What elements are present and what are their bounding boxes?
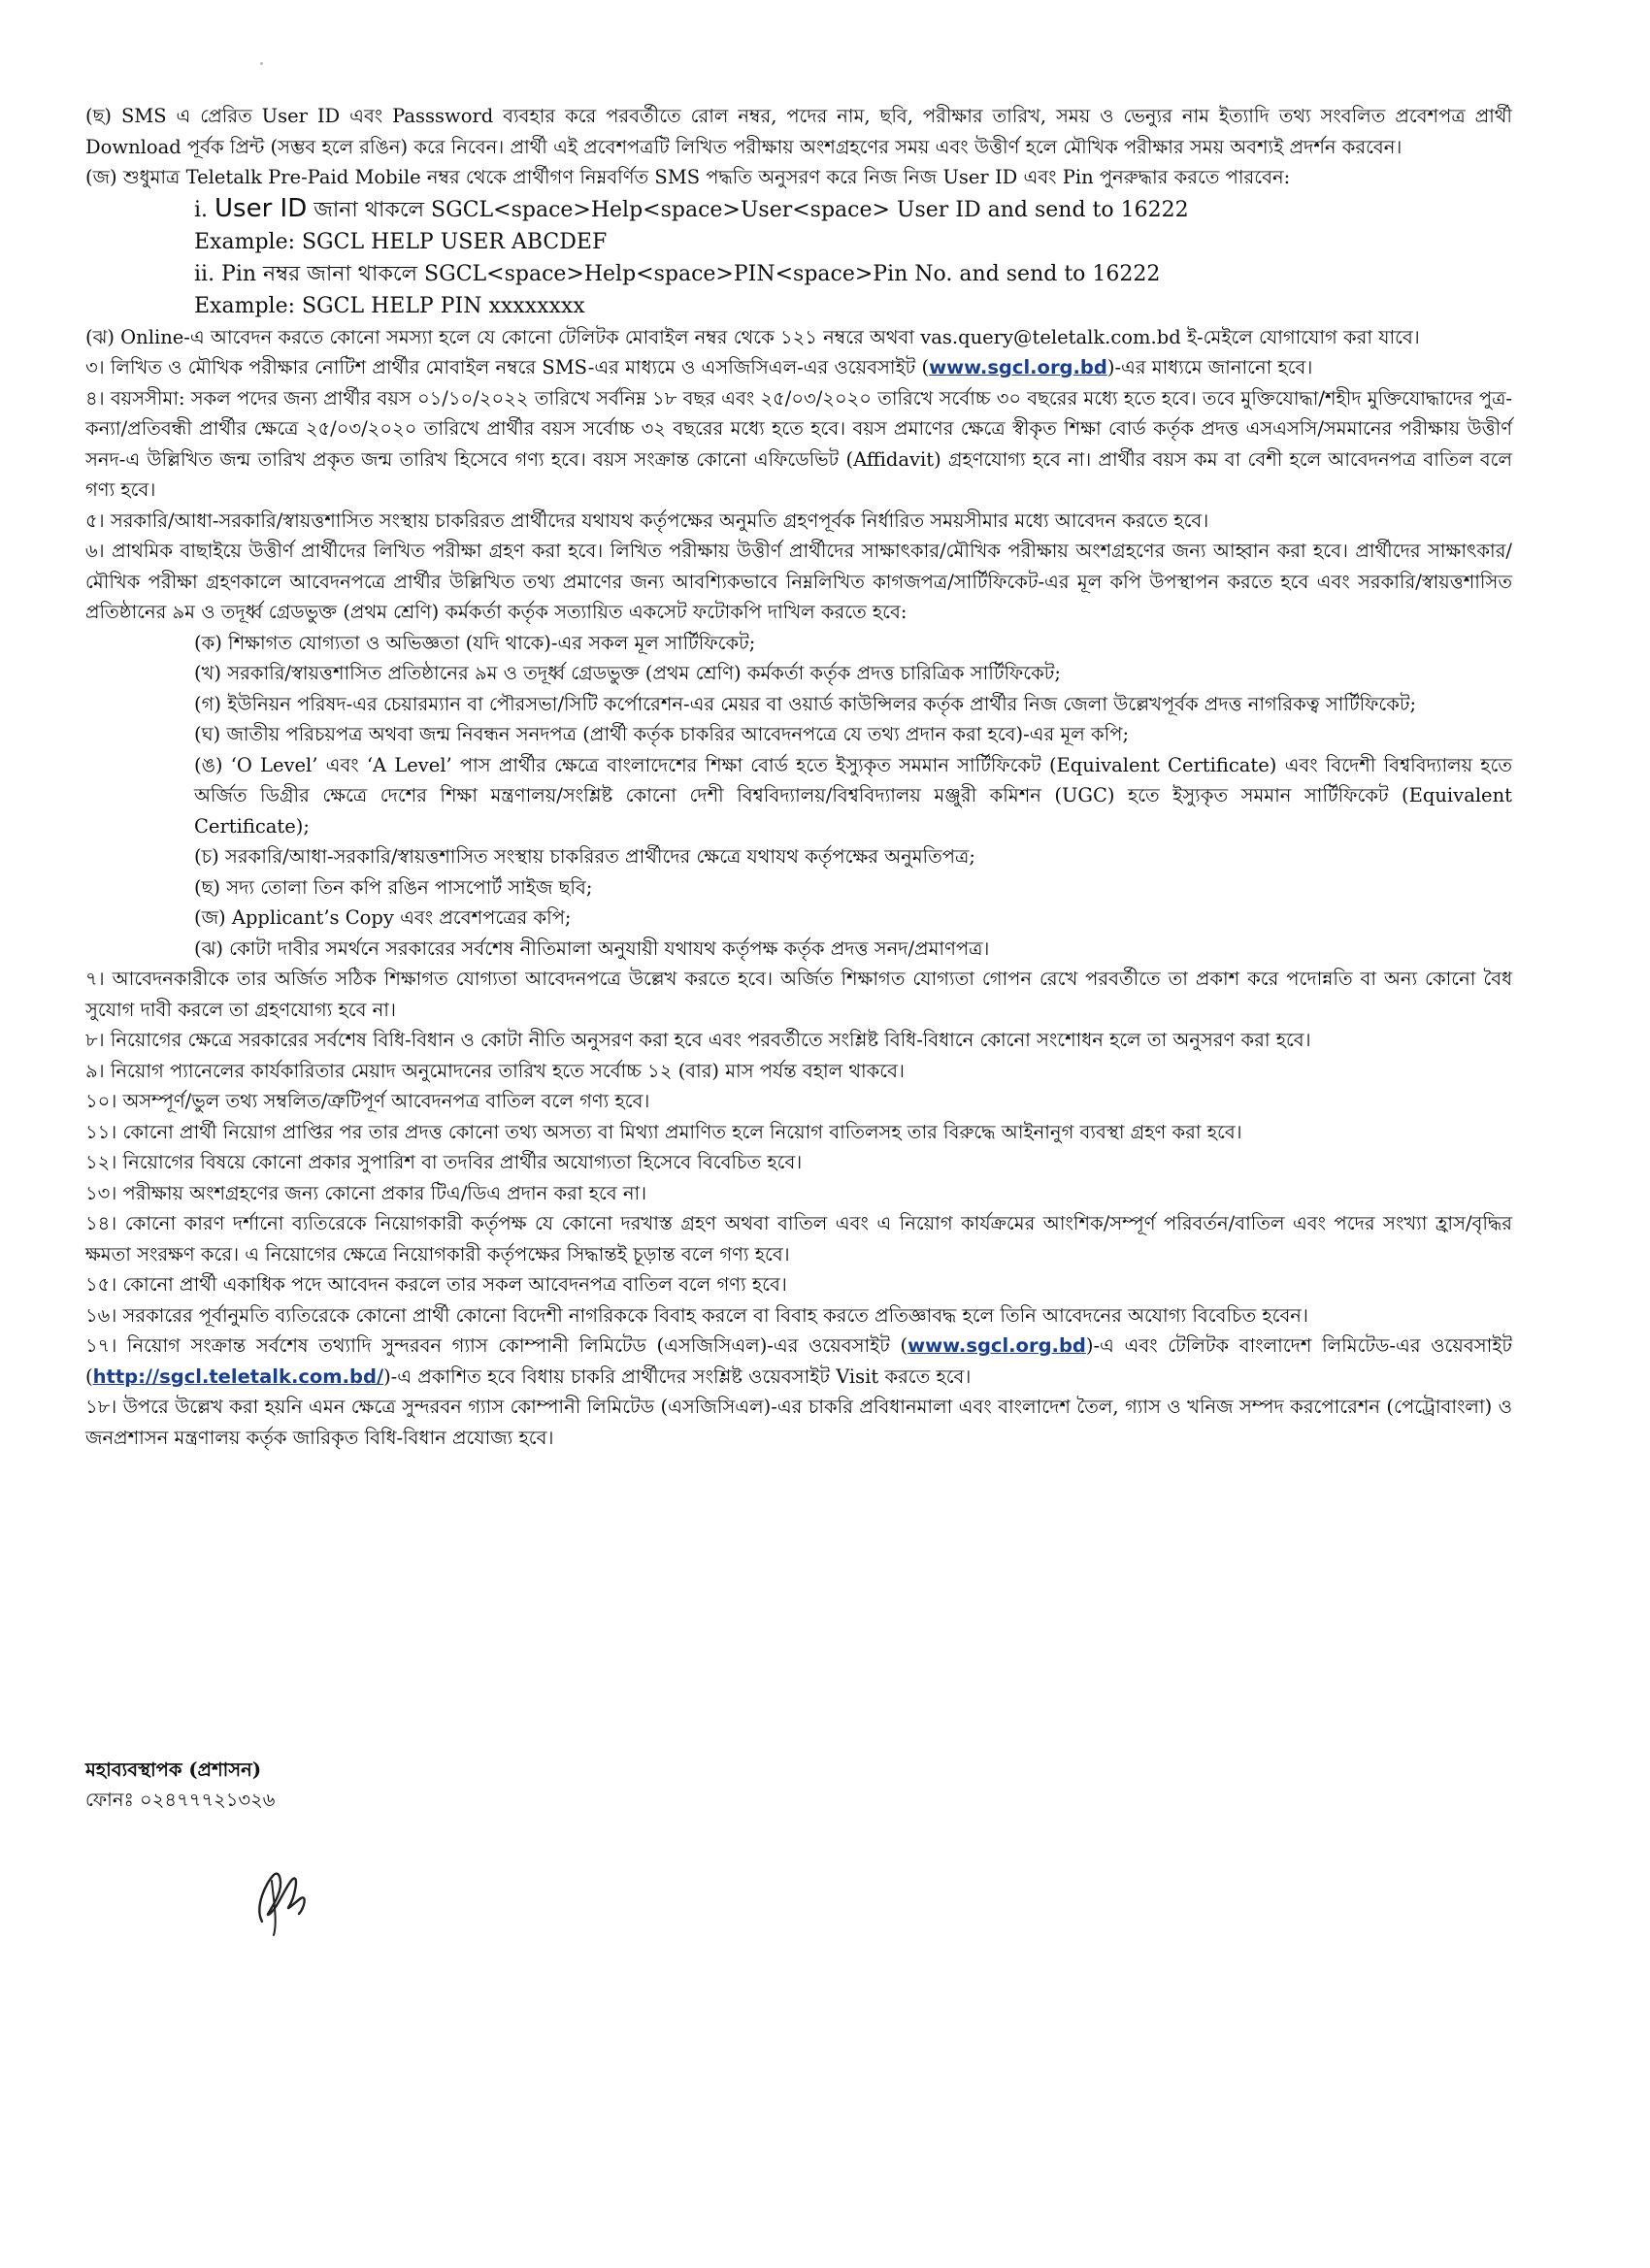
item-6-sublist xyxy=(85,628,1512,965)
item-6-sub: (ঝ) কোটা দাবীর সমর্থনে সরকারের সর্বশেষ নীতিমালা অনুযায়ী যথাযথ কর্তৃপক্ষ কর্তৃক প্রদত্ত সনদ/প্রমাণপত্র। xyxy=(194,937,990,960)
item-10: ১০। অসম্পূর্ণ/ভুল তথ্য সম্বলিত/ত্রুটিপূর্ণ আবেদনপত্র বাতিল বলে গণ্য হবে। xyxy=(85,1090,650,1112)
item-9: ৯। নিয়োগ প্যানেলের কার্যকারিতার মেয়াদ অনুমোদনের তারিখ হতে সর্বোচ্চ ১২ (বার) মাস পর্যন্ত বহাল থাকবে। xyxy=(85,1059,905,1082)
item-7: ৭। আবেদনকারীকে তার অর্জিত সঠিক শিক্ষাগত যোগ্যতা আবেদনপত্রে উল্লেখ করতে হবে। অর্জিত শিক্ষাগত যোগ্যতা গোপন রেখে পরবর্তীতে তা প্রকাশ করে পদোন্নতি বা অন্য কোনো বৈধ সুযোগ দাবী করলে তা গ্রহণযোগ্য হবে না। xyxy=(85,968,1512,1021)
signature-block xyxy=(85,1755,275,1815)
item-6-sub: (ঙ) ‘O Level’ এবং ‘A Level’ পাস প্রার্থীর ক্ষেত্রে বাংলাদেশের শিক্ষা বোর্ড হতে ইস্যুকৃত সমমান সার্টিফিকেট (Equivalent Certificate) এবং বিদেশী বিশ্ববিদ্যালয় হতে অর্জিত ডিগ্রীর ক্ষেত্রে দেশের শিক্ষা মন্ত্রণালয়/সংশ্লিষ্ট কোনো দেশী বিশ্ববিদ্যালয়/বিশ্ববিদ্যালয় মঞ্জুরী কমিশন (UGC) হতে ইস্যুকৃত সমমান সার্টিফিকেট (Equivalent Certificate); xyxy=(194,753,1512,838)
item-5: ৫। সরকারি/আধা-সরকারি/স্বায়ত্তশাসিত সংস্থায় চাকরিরত প্রার্থীদের যথাযথ কর্তৃপক্ষের অনুমতি গ্রহণপূর্বক নির্ধারিত সময়সীমার মধ্যে আবেদন করতে হবে। xyxy=(85,509,1209,532)
item-3: ৩। লিখিত ও মৌখিক পরীক্ষার নোটিশ প্রার্থীর মোবাইল নম্বরে SMS-এর মাধ্যমে ও এসজিসিএল-এর ওয়েবসাইট (www.sgcl.org.bd)-এর মাধ্যমে জানানো হবে। xyxy=(85,356,1313,378)
item-13: ১৩। পরীক্ষায় অংশগ্রহণের জন্য কোনো প্রকার টিএ/ডিএ প্রদান করা হবে না। xyxy=(85,1181,647,1204)
item-6-sub: (খ) সরকারি/স্বায়ত্তশাসিত প্রতিষ্ঠানের ৯ম ও তদূর্ধ্ব গ্রেডভুক্ত (প্রথম শ্রেণি) কর্মকর্তা কর্তৃক প্রদত্ত চারিত্রিক সার্টিফিকেট; xyxy=(194,662,1061,684)
item-6-sub: (চ) সরকারি/আধা-সরকারি/স্বায়ত্তশাসিত সংস্থায় চাকরিরত প্রার্থীদের ক্ষেত্রে যথাযথ কর্তৃপক্ষের অনুমতিপত্র; xyxy=(194,845,975,868)
notice-body xyxy=(85,101,1512,1453)
item-6-sub: (গ) ইউনিয়ন পরিষদ-এর চেয়ারম্যান বা পৌরসভা/সিটি কর্পোরেশন-এর মেয়র বা ওয়ার্ড কাউন্সিলর কর্তৃক প্রার্থীর নিজ জেলা উল্লেখপূর্বক প্রদত্ত নাগরিকত্ব সার্টিফিকেট; xyxy=(194,692,1417,715)
item-8: ৮। নিয়োগের ক্ষেত্রে সরকারের সর্বশেষ বিধি-বিধান ও কোটা নীতি অনুসরণ করা হবে এবং পরবর্তীতে সংশ্লিষ্ট বিধি-বিধানে কোনো সংশোধন হলে তা অনুসরণ করা হবে। xyxy=(85,1029,1311,1051)
item-6-sub: (ছ) সদ্য তোলা তিন কপি রঙিন পাসপোর্ট সাইজ ছবি; xyxy=(194,875,593,899)
userid-example: Example: SGCL HELP USER ABCDEF xyxy=(194,229,608,254)
pin-example: Example: SGCL HELP PIN xxxxxxxx xyxy=(194,293,585,318)
item-17: ১৭। নিয়োগ সংক্রান্ত সর্বশেষ তথ্যাদি সুন্দরবন গ্যাস কোম্পানী লিমিটেড (এসজিসিএল)-এর ওয়েবসাইট (www.sgcl.org.bd)-এ এবং টেলিটক বাংলাদেশ লিমিটেড-এর ওয়েবসাইট (http://sgcl.teletalk.com.bd/)-এ প্রকাশিত হবে বিধায় চাকরি প্রার্থীদের সংশ্লিষ্ট ওয়েবসাইট Visit করতে হবে। xyxy=(85,1334,1513,1388)
para-jha: (ঝ) Online-এ আবেদন করতে কোনো সমস্যা হলে যে কোনো টেলিটক মোবাইল নম্বর থেকে ১২১ নম্বরে অথবা vas.query@teletalk.com.bd ই-মেইলে যোগাযোগ করা যাবে। xyxy=(85,325,1420,348)
sgcl-website-link[interactable]: www.sgcl.org.bd xyxy=(908,1334,1086,1357)
item-18: ১৮। উপরে উল্লেখ করা হয়নি এমন ক্ষেত্রে সুন্দরবন গ্যাস কোম্পানী লিমিটেড (এসজিসিএল)-এর চাকরি প্রবিধানমালা এবং বাংলাদেশ তৈল, গ্যাস ও খনিজ সম্পদ করপোরেশন (পেট্রোবাংলা) ও জনপ্রশাসন মন্ত্রণালয় কর্তৃক জারিকৃত বিধি-বিধান প্রযোজ্য হবে। xyxy=(85,1396,1512,1449)
item-6: ৬। প্রাথমিক বাছাইয়ে উত্তীর্ণ প্রার্থীদের লিখিত পরীক্ষা গ্রহণ করা হবে। লিখিত পরীক্ষায় উত্তীর্ণ প্রার্থীদের সাক্ষাৎকার/মৌখিক পরীক্ষায় অংশগ্রহণের জন্য আহ্বান করা হবে। প্রার্থীদের সাক্ষাৎকার/মৌখিক পরীক্ষা গ্রহণকালে আবেদনপত্রে প্রার্থীর উল্লিখিত তথ্য প্রমাণের জন্য আবশ্যিকভাবে নিম্নলিখিত কাগজপত্র/সার্টিফিকেট-এর মূল কপি উপস্থাপন করতে হবে এবং সরকারি/স্বায়ত্তশাসিত প্রতিষ্ঠানের ৯ম ও তদূর্ধ্ব গ্রেডভুক্ত (প্রথম শ্রেণি) কর্মকর্তা কর্তৃক সত্যায়িত একসেট ফটোকপি দাখিল করতে হবে: xyxy=(85,540,1512,623)
item-6-sub: (জ) Applicant’s Copy এবং প্রবেশপত্রের কপি; xyxy=(194,906,572,929)
para-cha: (ছ) SMS এ প্রেরিত User ID এবং Passsword ব্যবহার করে পরবর্তীতে রোল নম্বর, পদের নাম, ছবি, পরীক্ষার তারিখ, সময় ও ভেন্যুর নাম ইত্যাদি তথ্য সংবলিত প্রবেশপত্র প্রার্থী Download পূর্বক প্রিন্ট (সম্ভব হলে রঙিন) করে নিবেন। প্রার্থী এই প্রবেশপত্রটি লিখিত পরীক্ষায় অংশগ্রহণের সময় এবং উত্তীর্ণ হলে মৌখিক পরীক্ষার সময় অবশ্যই প্রদর্শন করবেন। xyxy=(85,105,1512,158)
item-16: ১৬। সরকারের পূর্বানুমতি ব্যতিরেকে কোনো প্রার্থী কোনো বিদেশী নাগরিককে বিবাহ করলে বা বিবাহ করতে প্রতিজ্ঞাবদ্ধ হলে তিনি আবেদনের অযোগ্য বিবেচিত হবেন। xyxy=(85,1303,1308,1327)
userid-label: User ID xyxy=(214,193,308,223)
pin-line: ii. Pin নম্বর জানা থাকলে SGCL<space>Help<space>PIN<space>Pin No. and send to 16222 xyxy=(194,261,1161,286)
sms-examples xyxy=(194,193,1512,322)
item-6-sub: (ঘ) জাতীয় পরিচয়পত্র অথবা জন্ম নিবন্ধন সনদপত্র (প্রার্থী কর্তৃক চাকরির আবেদনপত্রে যে তথ্য প্রদান করা হবে)-এর মূল কপি; xyxy=(194,723,1130,745)
teletalk-website-link[interactable]: http://sgcl.teletalk.com.bd/ xyxy=(92,1364,384,1388)
scan-speck xyxy=(260,62,263,65)
item-14: ১৪। কোনো কারণ দর্শানো ব্যতিরেকে নিয়োগকারী কর্তৃপক্ষ যে কোনো দরখাস্ত গ্রহণ অথবা বাতিল এবং এ নিয়োগ কার্যক্রমের আংশিক/সম্পূর্ণ পরিবর্তন/বাতিল এবং পদের সংখ্যা হ্রাস/বৃদ্ধির ক্ষমতা সংরক্ষণ করে। এ নিয়োগের ক্ষেত্রে নিয়োগকারী কর্তৃপক্ষের সিদ্ধান্তই চূড়ান্ত বলে গণ্য হবে। xyxy=(85,1212,1512,1265)
signatory-phone: ফোনঃ ০২৪৭৭৭২১৩২৬ xyxy=(85,1789,276,1811)
item-15: ১৫। কোনো প্রার্থী একাধিক পদে আবেদন করলে তার সকল আবেদনপত্র বাতিল বলে গণ্য হবে। xyxy=(85,1273,787,1296)
userid-line: i. User ID জানা থাকলে SGCL<space>Help<space>User<space> User ID and send to 16222 xyxy=(194,193,1189,223)
sgcl-website-link[interactable]: www.sgcl.org.bd xyxy=(929,356,1107,378)
item-12: ১২। নিয়োগের বিষয়ে কোনো প্রকার সুপারিশ বা তদবির প্রার্থীর অযোগ্যতা হিসেবে বিবেচিত হবে। xyxy=(85,1151,803,1173)
para-ja: (জ) শুধুমাত্র Teletalk Pre-Paid Mobile নম্বর থেকে প্রার্থীগণ নিম্নবর্ণিত SMS পদ্ধতি অনুসরণ করে নিজ নিজ User ID এবং Pin পুনরুদ্ধার করতে পারবেন: xyxy=(85,166,1291,188)
handwritten-signature-icon xyxy=(245,1854,322,1941)
signatory-title: মহাব্যবস্থাপক (প্রশাসন) xyxy=(85,1759,262,1781)
item-6-sub: (ক) শিক্ষাগত যোগ্যতা ও অভিজ্ঞতা (যদি থাকে)-এর সকল মূল সার্টিফিকেট; xyxy=(194,631,756,654)
item-11: ১১। কোনো প্রার্থী নিয়োগ প্রাপ্তির পর তার প্রদত্ত কোনো তথ্য অসত্য বা মিথ্যা প্রমাণিত হলে নিয়োগ বাতিলসহ তার বিরুদ্ধে আইনানুগ ব্যবস্থা গ্রহণ করা হবে। xyxy=(85,1120,1242,1143)
item-4: ৪। বয়সসীমা: সকল পদের জন্য প্রার্থীর বয়স ০১/১০/২০২২ তারিখে সর্বনিম্ন ১৮ বছর এবং ২৫/০৩/২০২০ তারিখে সর্বোচ্চ ৩০ বছরের মধ্যে হতে হবে। তবে মুক্তিযোদ্ধা/শহীদ মুক্তিযোদ্ধাদের পুত্র-কন্যা/প্রতিবন্ধী প্রার্থীর ক্ষেত্রে ২৫/০৩/২০২০ তারিখে প্রার্থীর বয়স সর্বোচ্চ ৩২ বছরের মধ্যে হতে হবে। বয়স প্রমাণের ক্ষেত্রে স্বীকৃত শিক্ষা বোর্ড কর্তৃক প্রদত্ত এসএসসি/সমমানের পরীক্ষায় উত্তীর্ণ সনদ-এ উল্লিখিত জন্ম তারিখ প্রকৃত জন্ম তারিখ হিসেবে গণ্য হবে। বয়স সংক্রান্ত কোনো এফিডেভিট (Affidavit) গ্রহণযোগ্য হবে না। প্রার্থীর বয়স কম বা বেশী হলে আবেদনপত্র বাতিল বলে গণ্য হবে। xyxy=(85,386,1512,501)
